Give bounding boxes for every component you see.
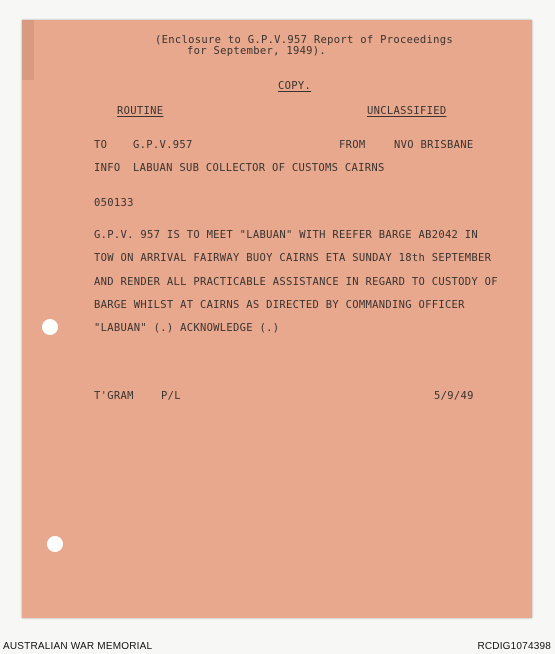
- punch-hole-upper: [42, 319, 58, 335]
- message-line-1: G.P.V. 957 IS TO MEET "LABUAN" WITH REEFER BARGE AB2042 IN: [94, 229, 479, 241]
- message-line-2: TOW ON ARRIVAL FAIRWAY BUOY CAIRNS ETA SUNDAY 18th SEPTEMBER: [94, 252, 492, 264]
- date-stamp: 5/9/49: [434, 390, 474, 402]
- info-label: INFO: [94, 162, 121, 174]
- telegram-label: T'GRAM: [94, 390, 134, 402]
- date-time-group: 050133: [94, 197, 134, 209]
- to-label: TO: [94, 139, 108, 151]
- unclassified-label: UNCLASSIFIED: [367, 105, 447, 117]
- priority-label: P/L: [161, 390, 181, 402]
- message-line-5: "LABUAN" (.) ACKNOWLEDGE (.): [94, 322, 280, 334]
- footer-record-id: RCDIG1074398: [477, 641, 551, 652]
- to-value: G.P.V.957: [133, 139, 193, 151]
- message-line-3: AND RENDER ALL PRACTICABLE ASSISTANCE IN REGARD TO CUSTODY OF: [94, 276, 498, 288]
- routine-label: ROUTINE: [117, 105, 164, 117]
- enclosure-line-1: (Enclosure to G.P.V.957 Report of Proceedings: [155, 34, 453, 46]
- from-label: FROM: [339, 139, 366, 151]
- document-sheet: [22, 20, 532, 618]
- from-value: NVO BRISBANE: [394, 139, 474, 151]
- punch-hole-lower: [47, 536, 63, 552]
- copy-label: COPY.: [278, 80, 312, 92]
- message-line-4: BARGE WHILST AT CAIRNS AS DIRECTED BY COMMANDING OFFICER: [94, 299, 465, 311]
- footer-archive-name: AUSTRALIAN WAR MEMORIAL: [3, 641, 153, 652]
- enclosure-line-2: for September, 1949).: [187, 45, 327, 57]
- info-value: LABUAN SUB COLLECTOR OF CUSTOMS CAIRNS: [133, 162, 385, 174]
- sheet-edge-shadow: [22, 20, 34, 80]
